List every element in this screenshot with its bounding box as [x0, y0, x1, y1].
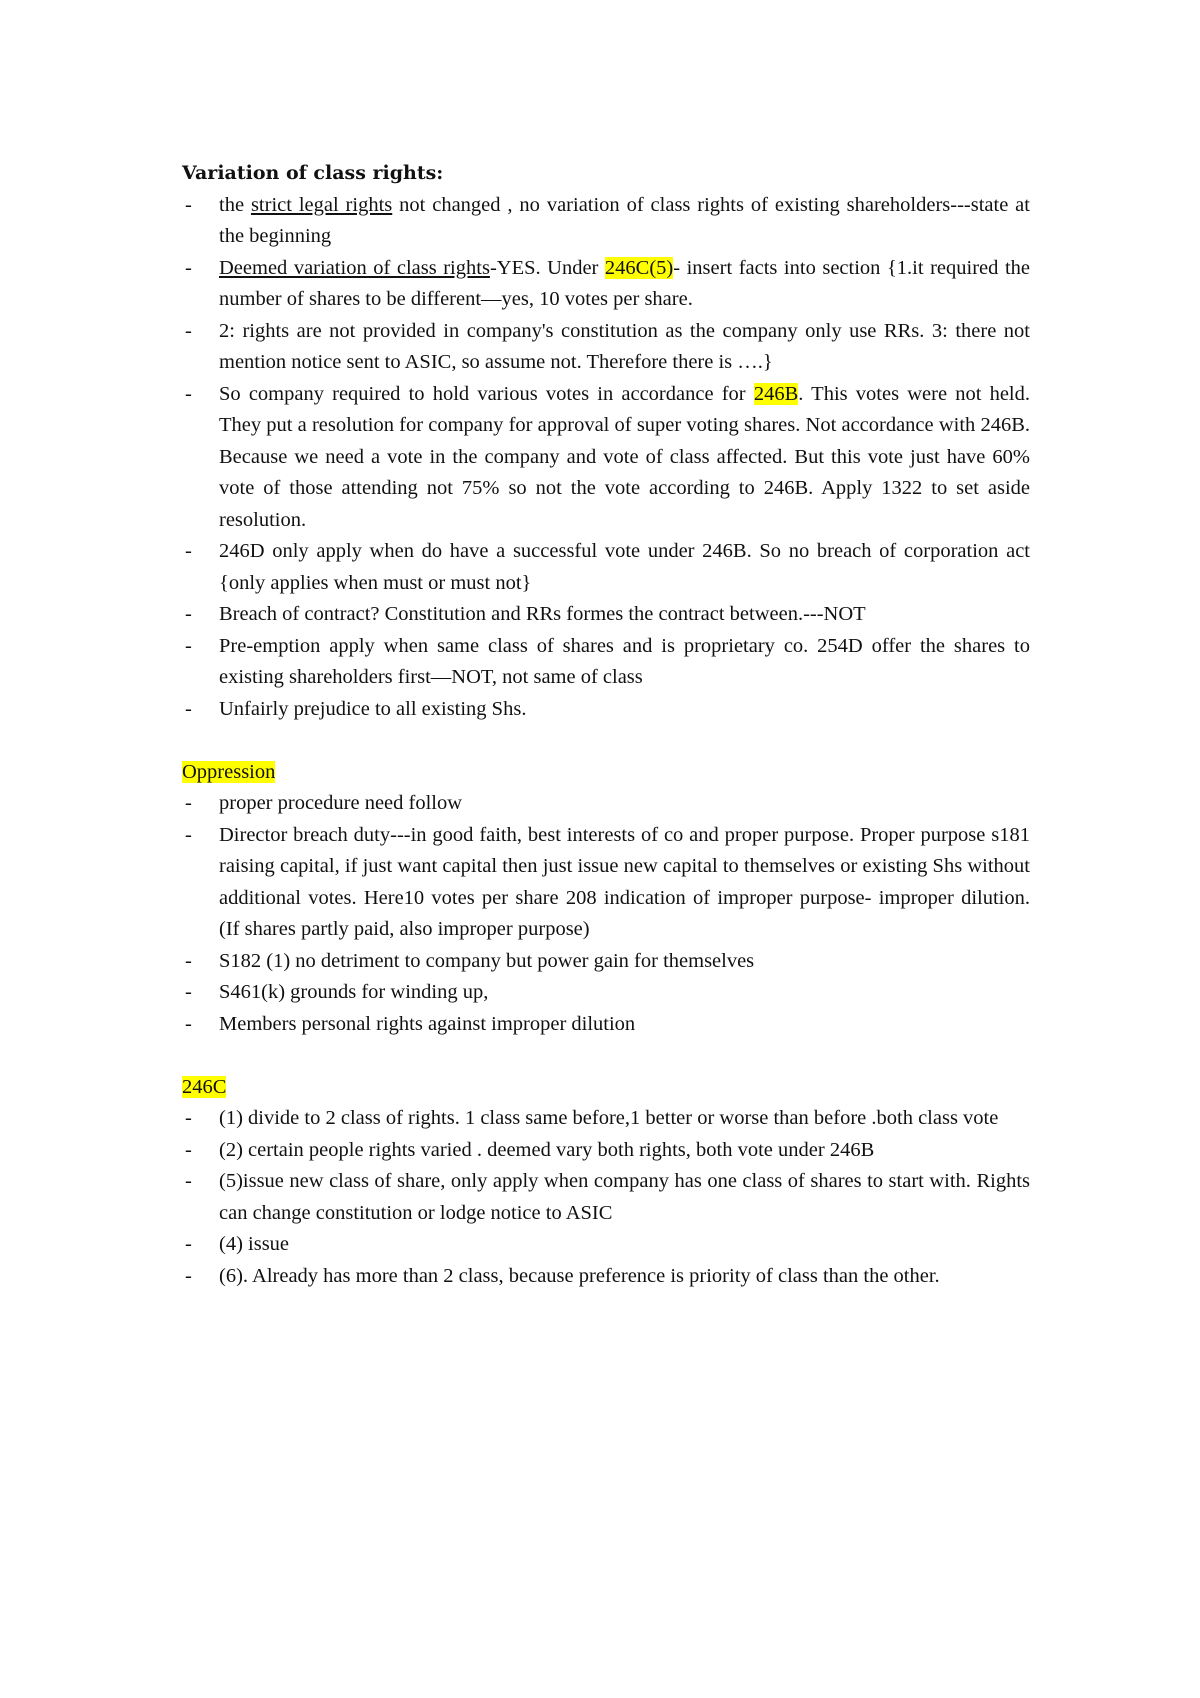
list-item: - Breach of contract? Constitution and RRs formes the contract between.---NOT	[182, 599, 1030, 631]
underlined-phrase: Deemed variation of class rights	[219, 256, 490, 279]
list-item: - (5)issue new class of share, only apply when company has one class of shares to start with. Rights can change constitution or lodge notice to ASIC	[182, 1166, 1030, 1229]
section-heading-246c: 246C	[182, 1075, 227, 1098]
list-item: - proper procedure need follow	[182, 788, 1030, 820]
list-item: - Director breach duty---in good faith, best interests of co and proper purpose. Proper purpose s181 raising capital, if just want capital then just issue new capital to themselves or existing Shs without additional votes. Here10 votes per share 208 indication of improper purpose- improper dilution. (If shares partly paid, also improper purpose)	[182, 820, 1030, 946]
246c-list	[182, 1103, 1030, 1292]
section-heading-variation: Variation of class rights:	[182, 162, 444, 184]
list-item: - (6). Already has more than 2 class, because preference is priority of class than the other.	[182, 1261, 1030, 1293]
variation-list	[182, 190, 1030, 726]
list-item: - (4) issue	[182, 1229, 1030, 1261]
list-item: - Pre-emption apply when same class of shares and is proprietary co. 254D offer the shares to existing shareholders first—NOT, not same of class	[182, 631, 1030, 694]
list-item: - Members personal rights against improper dilution	[182, 1009, 1030, 1041]
list-item: - 246D only apply when do have a successful vote under 246B. So no breach of corporation act {only applies when must or must not}	[182, 536, 1030, 599]
highlighted-reference: 246B	[753, 382, 799, 405]
list-item: - S182 (1) no detriment to company but power gain for themselves	[182, 946, 1030, 978]
document-page	[182, 158, 1030, 1292]
list-item: - the strict legal rights not changed , no variation of class rights of existing shareholders---state at the beginning	[182, 190, 1030, 253]
paragraph-gap	[182, 1040, 1030, 1072]
list-item: - (1) divide to 2 class of rights. 1 class same before,1 better or worse than before .both class vote	[182, 1103, 1030, 1135]
list-item: - 2: rights are not provided in company's constitution as the company only use RRs. 3: there not mention notice sent to ASIC, so assume not. Therefore there is ….}	[182, 316, 1030, 379]
section-heading-oppression: Oppression	[182, 760, 276, 783]
list-item: - (2) certain people rights varied . deemed vary both rights, both vote under 246B	[182, 1135, 1030, 1167]
highlighted-reference: 246C(5)	[604, 256, 674, 279]
underlined-phrase: strict legal rights	[250, 193, 393, 216]
list-item: - Unfairly prejudice to all existing Shs.	[182, 694, 1030, 726]
list-item: - So company required to hold various votes in accordance for 246B. This votes were not held. They put a resolution for company for approval of super voting shares. Not accordance with 246B. Because we need a vote in the company and vote of class affected. But this vote just have 60% vote of those attending not 75% so not the vote according to 246B. Apply 1322 to set aside resolution.	[182, 379, 1030, 537]
oppression-list	[182, 788, 1030, 1040]
list-item: - S461(k) grounds for winding up,	[182, 977, 1030, 1009]
list-item: - Deemed variation of class rights-YES. Under 246C(5)- insert facts into section {1.it required the number of shares to be different—yes, 10 votes per share.	[182, 253, 1030, 316]
paragraph-gap	[182, 725, 1030, 757]
